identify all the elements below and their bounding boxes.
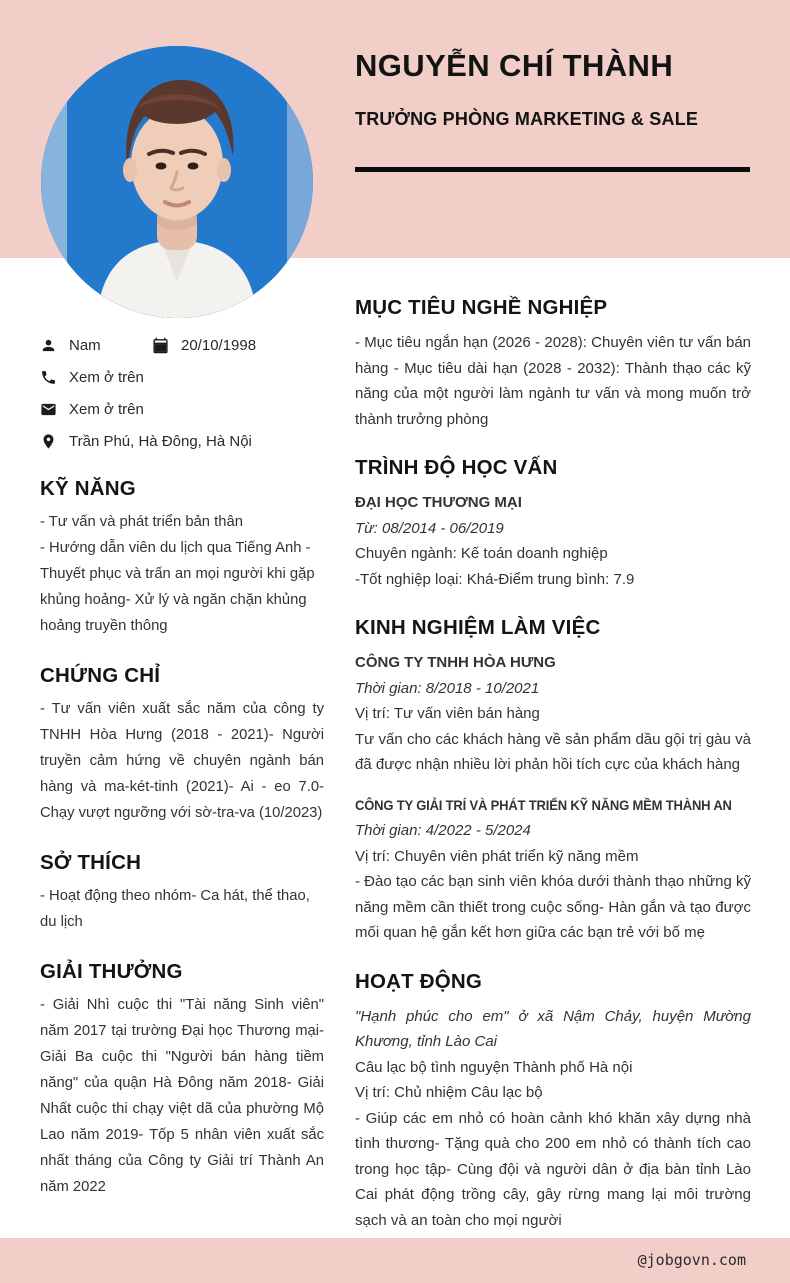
job-description: - Đào tạo các bạn sinh viên khóa dưới thành thạo những kỹ năng mềm cần thiết trong cuộc sống- Hàn gắn và tạo được mối quan hệ gắn kết hơn giữa các bạn trẻ với bố mẹ	[355, 873, 751, 941]
section-objective	[355, 296, 751, 432]
activity-event: "Hạnh phúc cho em" ở xã Nậm Chảy, huyện Mường Khương, tỉnh Lào Cai	[355, 1007, 751, 1050]
section-experience	[355, 616, 751, 946]
section-title: KINH NGHIỆM LÀM VIỆC	[355, 616, 601, 639]
education-grade: -Tốt nghiệp loại: Khá-Điểm trung bình: 7.9	[355, 570, 635, 588]
objective-text: - Mục tiêu ngắn hạn (2026 - 2028): Chuyên viên tư vấn bán hàng - Mục tiêu dài hạn (2028 - 2032): Thành thạo các kỹ năng của một người làm ngành tư vấn và mong muốn trở thành trưởng phòng	[355, 334, 751, 428]
section-education	[355, 456, 751, 592]
calendar-icon	[152, 337, 169, 354]
job-position: Vị trí: Chuyên viên phát triển kỹ năng mềm	[355, 847, 639, 865]
education-major: Chuyên ngành: Kế toán doanh nghiệp	[355, 545, 608, 562]
section-title: MỤC TIÊU NGHỀ NGHIỆP	[355, 296, 608, 319]
section-paragraph: - Hoạt động theo nhóm- Ca hát, thể thao, du lịch	[40, 888, 310, 930]
site-handle: @jobgovn.com	[637, 1251, 746, 1269]
section-title: SỞ THÍCH	[40, 851, 142, 874]
section-paragraph: - Tư vấn viên xuất sắc năm của công ty TNHH Hòa Hưng (2018 - 2021)- Người truyền cảm hứng về chuyên ngành bán hàng và ma-két-tinh (2021)- Ai - eo 7.0- Chạy vượt ngưỡng với sờ-tra-va (10/2023)	[40, 701, 324, 821]
email-value: Xem ở trên	[69, 400, 144, 418]
section-title: GIẢI THƯỞNG	[40, 960, 183, 983]
section-awards	[40, 960, 324, 1200]
gender-value: Nam	[69, 336, 101, 354]
contact-row-gender-dob	[40, 334, 324, 356]
contact-row-address	[40, 430, 324, 452]
person-icon	[40, 337, 57, 354]
right-column	[355, 296, 751, 1257]
section-title: TRÌNH ĐỘ HỌC VẤN	[355, 456, 558, 479]
contact-row-email	[40, 398, 324, 420]
header-text	[355, 48, 750, 172]
section-title: KỸ NĂNG	[40, 477, 136, 500]
section-paragraph: - Hướng dẫn viên du lịch qua Tiếng Anh - Thuyết phục và trấn an mọi người khi gặp khủng hoảng- Xử lý và ngăn chặn khủng hoảng truyền thông	[40, 540, 315, 634]
job-description: Tư vấn cho các khách hàng về sản phẩm dầu gội trị gàu và đã được nhận nhiều lời phản hồi tích cực của khách hàng	[355, 730, 751, 773]
phone-value: Xem ở trên	[69, 368, 144, 386]
location-icon	[40, 433, 57, 450]
activity-description: - Giúp các em nhỏ có hoàn cảnh khó khăn xây dựng nhà tình thương- Tặng quà cho 200 em nhỏ có thành tích cao trong học tập- Cùng đội và người dân ở địa bàn tỉnh Lào Cai phát động trồng cây, gây rừng mang lại môi trường sạch và an toàn cho mọi người	[355, 1109, 751, 1229]
job-entry	[355, 650, 751, 778]
education-period: Từ: 08/2014 - 06/2019	[355, 519, 504, 537]
job-period: Thời gian: 8/2018 - 10/2021	[355, 679, 540, 697]
portrait-illustration	[41, 46, 313, 318]
section-paragraph: - Giải Nhì cuộc thi "Tài năng Sinh viên" năm 2017 tại trường Đại học Thương mại- Giải Ba cuộc thi "Người bán hàng tiềm năng" của quận Hà Đông năm 2018- Giải Nhất cuộc thi chạy việt dã của phường Mộ Lao năm 2019- Tốp 5 nhân viên xuất sắc nhất tháng của Công ty Giải trí Thành An năm 2022	[40, 997, 324, 1195]
activity-position: Vị trí: Chủ nhiệm Câu lạc bộ	[355, 1084, 543, 1101]
profile-photo	[41, 46, 313, 318]
gender-pair	[40, 337, 152, 354]
section-paragraph: - Tư vấn và phát triển bản thân	[40, 514, 243, 530]
school-name: ĐẠI HỌC THƯƠNG MẠI	[355, 494, 522, 511]
section-skills	[40, 477, 324, 639]
contact-row-phone	[40, 366, 324, 388]
footer-pink-band	[0, 1238, 790, 1283]
job-position: Vị trí: Tư vấn viên bán hàng	[355, 705, 540, 722]
section-title: HOẠT ĐỘNG	[355, 969, 483, 993]
candidate-name: NGUYỄN CHÍ THÀNH	[355, 48, 674, 83]
dob-value: 20/10/1998	[181, 336, 257, 354]
section-title: CHỨNG CHỈ	[40, 664, 161, 687]
job-period: Thời gian: 4/2022 - 5/2024	[355, 822, 531, 839]
company-name: CÔNG TY TNHH HÒA HƯNG	[355, 654, 556, 671]
activity-organization: Câu lạc bộ tình nguyện Thành phố Hà nội	[355, 1058, 633, 1076]
header-divider	[355, 167, 750, 172]
candidate-job-title: TRƯỞNG PHÒNG MARKETING & SALE	[355, 109, 699, 129]
section-activities	[355, 970, 751, 1234]
section-certificates	[40, 664, 324, 826]
company-name: CÔNG TY GIẢI TRÍ VÀ PHÁT TRIỂN KỸ NĂNG MỀM THÀNH AN	[355, 796, 732, 813]
address-value: Trần Phú, Hà Đông, Hà Nội	[69, 432, 252, 450]
left-column	[40, 334, 324, 1200]
section-hobbies	[40, 851, 324, 935]
job-entry	[355, 793, 751, 946]
phone-icon	[40, 369, 57, 386]
mail-icon	[40, 401, 57, 418]
